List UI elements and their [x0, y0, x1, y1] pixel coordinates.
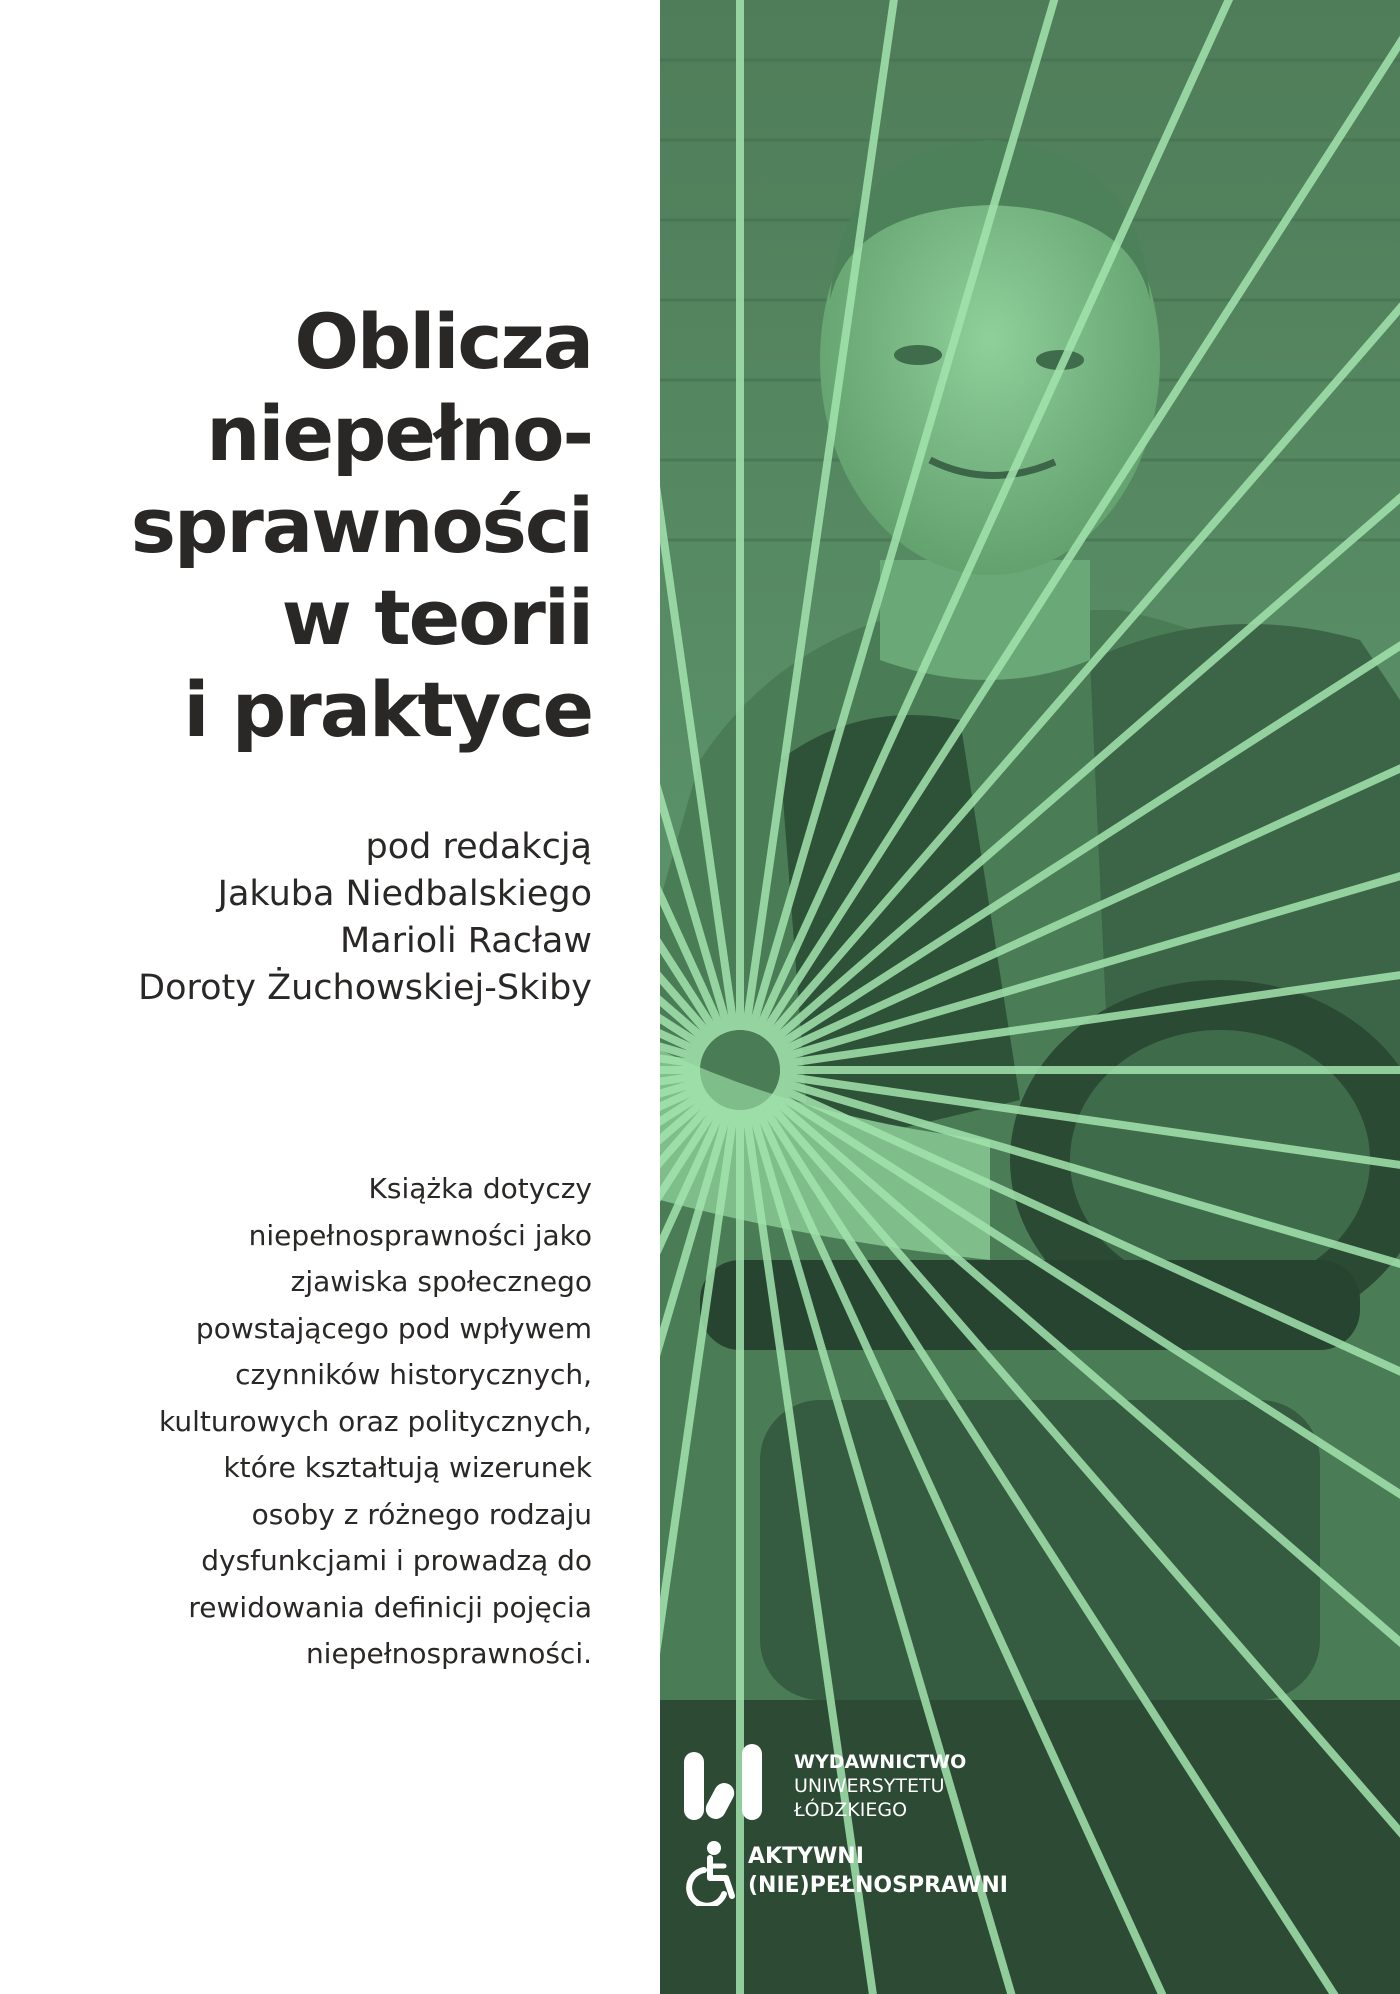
book-description: [0, 1166, 592, 1678]
title-line: sprawności: [130, 481, 592, 570]
description-line: osoby z różnego rodzaju: [251, 1497, 592, 1531]
title-line: w teorii: [281, 573, 592, 662]
editors-intro: pod redakcją: [365, 827, 592, 867]
editor-name: Doroty Żuchowskiej-Skiby: [138, 968, 592, 1008]
editors-block: [0, 824, 592, 1012]
description-line: czynników historycznych,: [235, 1358, 592, 1391]
series-logo: [686, 1840, 1026, 1920]
title-line: i praktyce: [183, 665, 592, 754]
publisher-line: WYDAWNICTWO: [794, 1751, 967, 1773]
series-name: [748, 1842, 1008, 1900]
publisher-logo-mark: [684, 1744, 766, 1820]
book-title: [0, 296, 592, 756]
wheelchair-icon: [686, 1840, 740, 1906]
publisher-line: ŁÓDZKIEGO: [794, 1799, 908, 1821]
publisher-logo: [684, 1744, 1014, 1824]
description-line: dysfunkcjami i prowadzą do: [201, 1544, 592, 1577]
title-line: Oblicza: [294, 297, 592, 386]
description-line: zjawiska społecznego: [290, 1265, 592, 1298]
description-line: niepełnosprawności jako: [248, 1218, 592, 1252]
publisher-name: [794, 1750, 966, 1822]
description-line: powstającego pod wpływem: [195, 1311, 592, 1345]
publisher-line: UNIWERSYTETU: [794, 1775, 945, 1797]
cover-photo-illustration: [660, 0, 1400, 1994]
series-line: AKTYWNI: [748, 1844, 864, 1869]
description-line: kulturowych oraz politycznych,: [158, 1404, 592, 1438]
editor-name: Marioli Racław: [339, 921, 592, 961]
description-line: które kształtują wizerunek: [223, 1451, 592, 1484]
series-line: (NIE)PEŁNOSPRAWNI: [748, 1873, 1008, 1898]
description-line: rewidowania definicji pojęcia: [188, 1590, 592, 1624]
editor-name: Jakuba Niedbalskiego: [217, 874, 592, 914]
cover-photo: [660, 0, 1400, 1994]
cover-text-panel: [0, 0, 660, 1994]
description-line: Książka dotyczy: [368, 1172, 592, 1205]
title-line: niepełno-: [206, 389, 592, 478]
description-line: niepełnosprawności.: [305, 1637, 592, 1670]
